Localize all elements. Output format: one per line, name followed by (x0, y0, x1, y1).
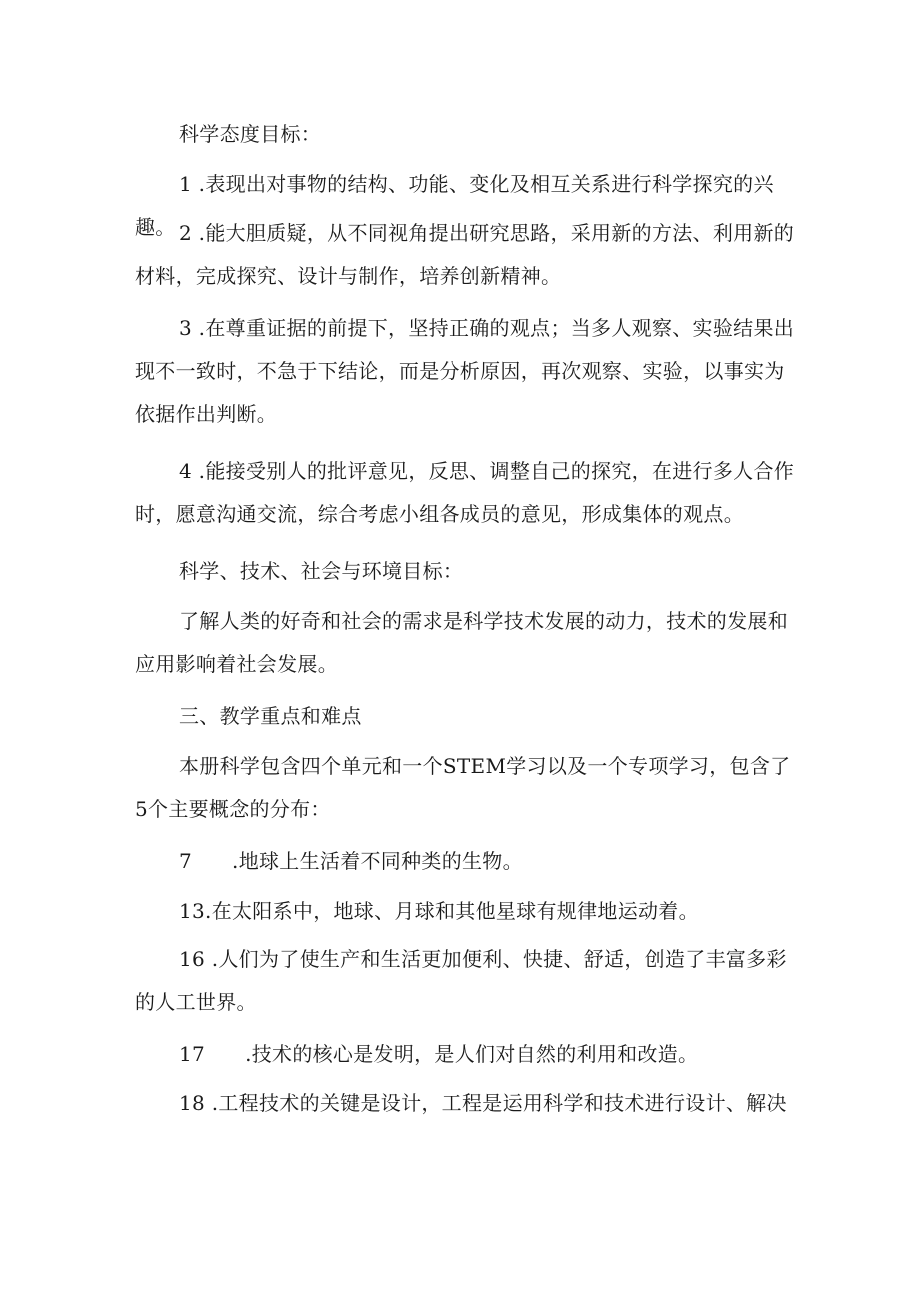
concept-item-17 (135, 1033, 795, 1076)
paragraph-stse-goal: 了解人类的好奇和社会的需求是科学技术发展的动力，技术的发展和应用影响着社会发展。 (135, 609, 788, 676)
concept-number: 17 (179, 1042, 206, 1066)
heading-science-attitude: 科学态度目标： (179, 122, 322, 146)
concept-text: .地球上生活着不同种类的生物。 (232, 849, 523, 873)
paragraph-book-overview: 本册科学包含四个单元和一个STEM学习以及一个专项学习，包含了5个主要概念的分布： (135, 754, 791, 821)
list-item-attitude-3: 3 .在尊重证据的前提下，坚持正确的观点；当多人观察、实验结果出现不一致时，不急于下结论，而是分析原因，再次观察、实验，以事实为依据作出判断。 (135, 316, 795, 426)
concept-number: 7 (179, 849, 193, 873)
heading-stse-goals: 科学、技术、社会与环境目标： (179, 559, 464, 583)
list-item-attitude-2: 2 .能大胆质疑，从不同视角提出研究思路，采用新的方法、利用新的材料，完成探究、设计与制作，培养创新精神。 (135, 221, 795, 288)
concept-item-16: 16 .人们为了使生产和生活更加便利、快捷、舒适，创造了丰富多彩的人工世界。 (135, 947, 787, 1014)
concept-item-7 (135, 840, 795, 883)
concept-text: .技术的核心是发明，是人们对自然的利用和改造。 (245, 1042, 699, 1066)
concept-item-13: 13.在太阳系中，地球、月球和其他星球有规律地运动着。 (179, 899, 699, 923)
concept-item-18: 18 .工程技术的关键是设计，工程是运用科学和技术进行设计、解决 (179, 1091, 787, 1115)
list-item-attitude-4: 4 .能接受别人的批评意见，反思、调整自己的探究，在进行多人合作时，愿意沟通交流，综合考虑小组各成员的意见，形成集体的观点。 (135, 459, 795, 526)
list-item-attitude-1: 1 .表现出对事物的结构、功能、变化及相互关系进行科学探究的兴趣。 (135, 172, 774, 239)
section-heading-key-points: 三、教学重点和难点 (179, 704, 362, 728)
